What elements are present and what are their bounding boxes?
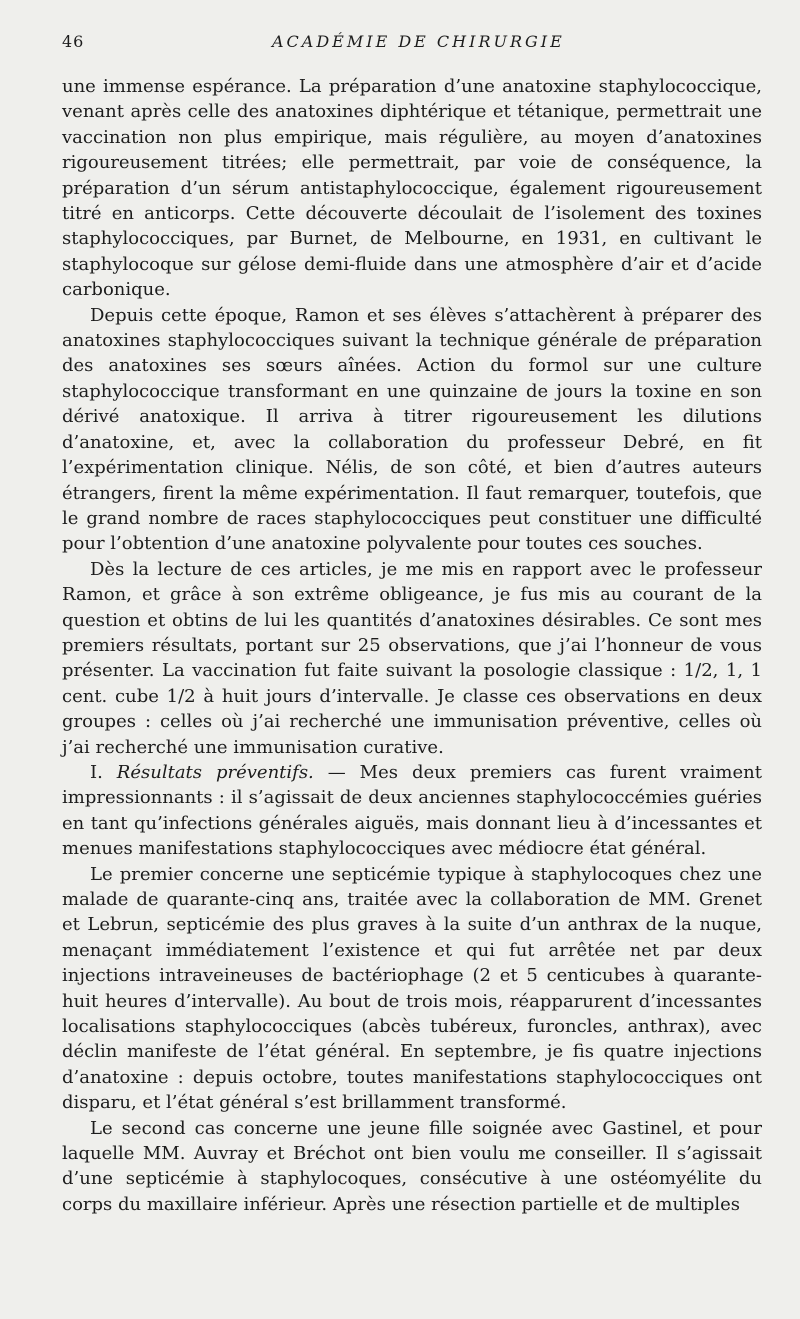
paragraph-1: une immense espérance. La préparation d’une anatoxine staphylococcique, venant après celle des anatoxines diphtérique et tétanique, permettrait une vaccination non plus empirique, mais régulière, au moyen d’anatoxines rigoureusement titrées; elle permettrait, par voie de conséquence, la préparation d’un sérum antistaphylococcique, également rigoureusement titré en anticorps. Cette découverte découlait de l’isolement des toxines staphylococciques, par Burnet, de Melbourne, en 1931, en cultivant le staphylocoque sur gélose demi-fluide dans une atmosphère d’air et d’acide carbonique.: [62, 76, 762, 301]
section-title: Résultats préventifs.: [116, 761, 314, 783]
paragraph-5: Le premier concerne une septicémie typique à staphylocoques chez une malade de quarante-cinq ans, traitée avec la collaboration de MM. Grenet et Lebrun, septicémie des plus graves à la suite d’un anthrax de la nuque, menaçant immédiatement l’existence et qui fut arrêtée net par deux injections intraveineuses de bactériophage (2 et 5 centicubes à quarante-huit heures d’intervalle). Au bout de trois mois, réapparurent d’incessantes localisations staphylococciques (abcès tubéreux, furoncles, anthrax), avec déclin manifeste de l’état général. En septembre, je fis quatre injections d’anatoxine : depuis octobre, toutes manifestations staphylococciques ont disparu, et l’état général s’est brillamment transformé.: [62, 863, 762, 1114]
page-number: 46: [62, 32, 85, 51]
paragraph-6: Le second cas concerne une jeune fille soignée avec Gastinel, et pour laquelle MM. Auvray et Bréchot ont bien voulu me conseiller. Il s’agissait d’une septicémie à staphylocoques, consécutive à une ostéomyélite du corps du maxillaire inférieur. Après une résection partielle et de multiples: [62, 1117, 762, 1215]
body-text: [62, 74, 762, 1217]
page-header: [62, 32, 762, 56]
running-title: ACADÉMIE DE CHIRURGIE: [272, 32, 565, 51]
paragraph-4-text: — Mes deux premiers cas furent vraiment impressionnants : il s’agissait de deux anciennes staphylococcémies guéries en tant qu’infections générales aiguës, mais donnant lieu à d’incessantes et menues manifestations staphylococciques avec médiocre état général.: [62, 761, 762, 860]
section-label: I.: [90, 761, 103, 783]
paragraph-2: Depuis cette époque, Ramon et ses élèves s’attachèrent à préparer des anatoxines staphylococciques suivant la technique générale de préparation des anatoxines ses sœurs aînées. Action du formol sur une culture staphylococcique transformant en une quinzaine de jours la toxine en son dérivé anatoxique. Il arriva à titrer rigoureusement les dilutions d’anatoxine, et, avec la collaboration du professeur Debré, en fit l’expérimentation clinique. Nélis, de son côté, et bien d’autres auteurs étrangers, firent la même expérimentation. Il faut remarquer, toutefois, que le grand nombre de races staphylococciques peut constituer une difficulté pour l’obtention d’une anatoxine polyvalente pour toutes ces souches.: [62, 304, 762, 555]
paragraph-4: [62, 760, 762, 862]
paragraph-3: Dès la lecture de ces articles, je me mis en rapport avec le professeur Ramon, et grâce à son extrême obligeance, je fus mis au courant de la question et obtins de lui les quantités d’anatoxines désirables. Ce sont mes premiers résultats, portant sur 25 observations, que j’ai l’honneur de vous présenter. La vaccination fut faite suivant la posologie classique : 1/2, 1, 1 cent. cube 1/2 à huit jours d’intervalle. Je classe ces observations en deux groupes : celles où j’ai recherché une immunisation préventive, celles où j’ai recherché une immunisation curative.: [62, 558, 762, 758]
